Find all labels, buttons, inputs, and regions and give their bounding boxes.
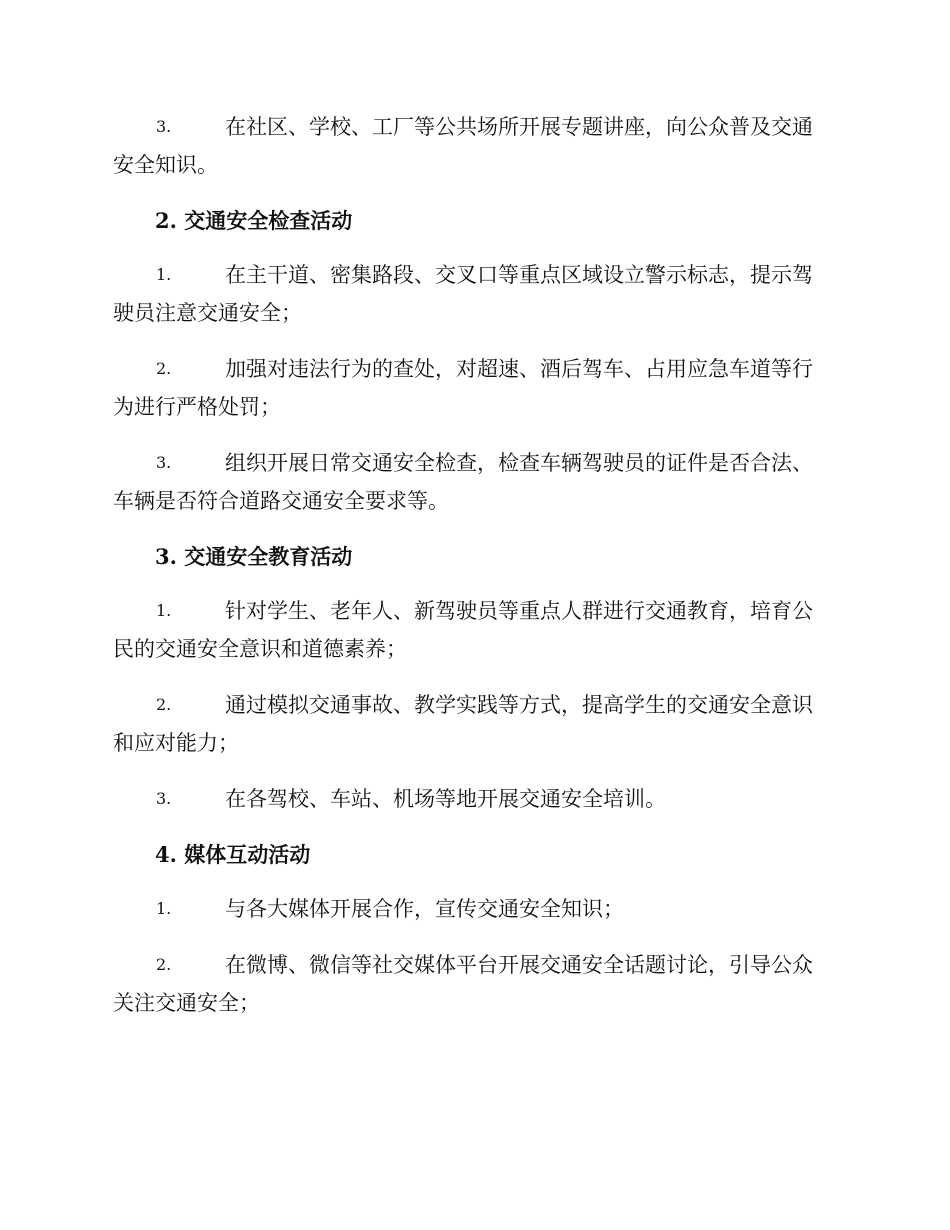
list-item-first-line — [113, 350, 833, 388]
list-item-text: 通过模拟交通事故、教学实践等方式，提高学生的交通安全意识 — [225, 693, 813, 717]
list-item — [113, 946, 833, 1022]
list-item-text: 组织开展日常交通安全检查，检查车辆驾驶员的证件是否合法、 — [225, 451, 813, 475]
list-item-first-line — [113, 890, 833, 928]
list-item — [113, 686, 833, 762]
list-item-text: 在微博、微信等社交媒体平台开展交通安全话题讨论，引导公众 — [225, 953, 813, 977]
document-body — [113, 108, 833, 1040]
list-item — [113, 780, 833, 818]
list-item-first-line — [113, 946, 833, 984]
list-item-number: 3. — [156, 117, 172, 136]
list-item — [113, 256, 833, 332]
list-item — [113, 890, 833, 928]
list-item-text: 在各驾校、车站、机场等地开展交通安全培训。 — [225, 787, 666, 811]
list-item-first-line — [113, 256, 833, 294]
list-item-number: 1. — [156, 899, 172, 918]
list-item-continuation: 驶员注意交通安全； — [113, 301, 302, 325]
list-item-continuation: 为进行严格处罚； — [113, 395, 281, 419]
section-heading: 4. 媒体互动活动 — [155, 842, 311, 867]
list-item-first-line — [113, 108, 833, 146]
list-item-continuation: 关注交通安全； — [113, 991, 260, 1015]
list-item-first-line — [113, 686, 833, 724]
list-item-text: 在主干道、密集路段、交叉口等重点区域设立警示标志，提示驾 — [225, 263, 813, 287]
list-item-continuation: 车辆是否符合道路交通安全要求等。 — [113, 489, 449, 513]
list-item — [113, 108, 833, 184]
list-item-first-line — [113, 444, 833, 482]
section-heading: 3. 交通安全教育活动 — [155, 544, 353, 569]
list-item-text: 针对学生、老年人、新驾驶员等重点人群进行交通教育，培育公 — [225, 599, 813, 623]
list-item-number: 2. — [156, 695, 172, 714]
list-item-continuation: 民的交通安全意识和道德素养； — [113, 637, 407, 661]
list-item-text: 加强对违法行为的查处，对超速、酒后驾车、占用应急车道等行 — [225, 357, 813, 381]
list-item-continuation: 和应对能力； — [113, 731, 239, 755]
list-item-continuation: 安全知识。 — [113, 153, 218, 177]
section-heading: 2. 交通安全检查活动 — [155, 208, 353, 233]
list-item-first-line — [113, 780, 833, 818]
list-item — [113, 444, 833, 520]
list-item-first-line — [113, 592, 833, 630]
list-item-text: 与各大媒体开展合作，宣传交通安全知识； — [225, 897, 624, 921]
list-item — [113, 592, 833, 668]
list-item-number: 1. — [156, 265, 172, 284]
list-item-number: 2. — [156, 359, 172, 378]
list-item-number: 3. — [156, 453, 172, 472]
list-item-number: 1. — [156, 601, 172, 620]
list-item-number: 2. — [156, 955, 172, 974]
list-item-number: 3. — [156, 789, 172, 808]
list-item — [113, 350, 833, 426]
list-item-text: 在社区、学校、工厂等公共场所开展专题讲座，向公众普及交通 — [225, 115, 813, 139]
